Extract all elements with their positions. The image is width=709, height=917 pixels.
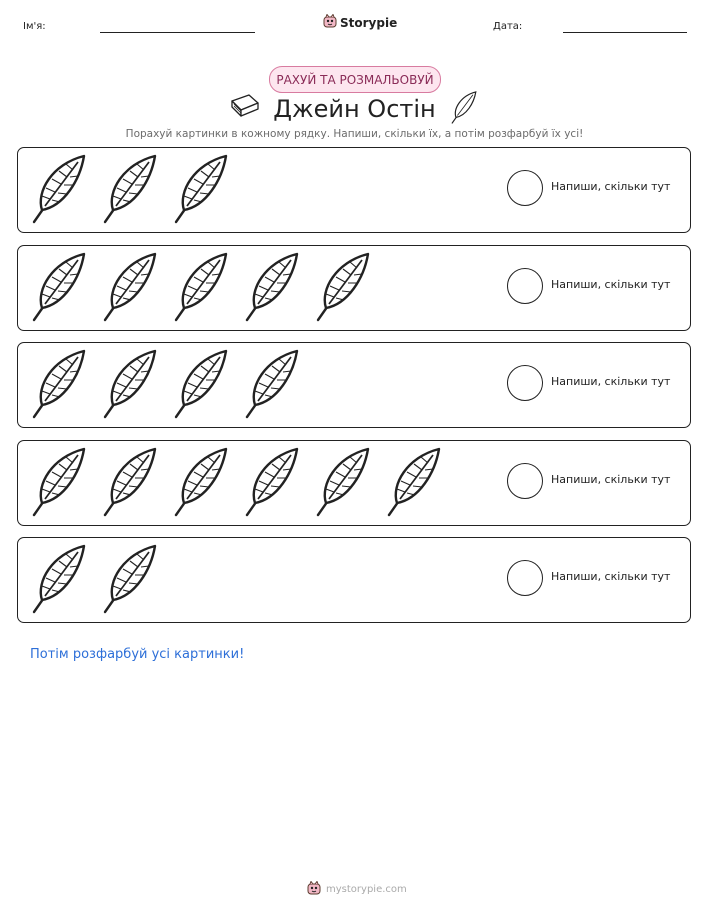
- date-input-line[interactable]: [563, 32, 687, 33]
- brand-name: Storypie: [340, 15, 398, 30]
- date-label: Дата:: [493, 21, 523, 32]
- answer-prompt: Напиши, скільки тут: [551, 278, 671, 291]
- counting-row: [17, 245, 691, 331]
- answer-prompt: Напиши, скільки тут: [551, 473, 671, 486]
- counting-row: [17, 342, 691, 428]
- answer-prompt: Напиши, скільки тут: [551, 570, 671, 583]
- answer-circle[interactable]: [507, 365, 543, 401]
- quill-feather-icon: [28, 250, 90, 322]
- answer-prompt: Напиши, скільки тут: [551, 375, 671, 388]
- answer-circle[interactable]: [507, 560, 543, 596]
- quill-feather-icon: [99, 542, 161, 614]
- title-row: [0, 91, 709, 127]
- page-title: Джейн Остін: [273, 95, 436, 123]
- quill-icon: [448, 90, 480, 128]
- quill-feather-icon: [170, 347, 232, 419]
- activity-badge: РАХУЙ ТА РОЗМАЛЬОВУЙ: [269, 66, 441, 93]
- quill-feather-icon: [28, 542, 90, 614]
- answer-circle[interactable]: [507, 170, 543, 206]
- quill-feather-icon: [170, 152, 232, 224]
- color-note: Потім розфарбуй усі картинки!: [30, 647, 245, 662]
- book-icon: [229, 92, 261, 126]
- quill-feather-icon: [312, 445, 374, 517]
- storypie-brand: [323, 13, 397, 32]
- storypie-logo-icon: [307, 880, 321, 899]
- worksheet-header: [0, 0, 709, 50]
- quill-feather-icon: [241, 445, 303, 517]
- quill-feather-icon: [99, 445, 161, 517]
- quill-feather-icon: [99, 152, 161, 224]
- quill-feather-icon: [99, 347, 161, 419]
- name-input-line[interactable]: [100, 32, 255, 33]
- quill-feather-icon: [170, 445, 232, 517]
- quill-feather-icon: [383, 445, 445, 517]
- counting-row: [17, 537, 691, 623]
- quill-feather-icon: [99, 250, 161, 322]
- counting-row: [17, 440, 691, 526]
- quill-feather-icon: [312, 250, 374, 322]
- footer-url: mystorypie.com: [326, 884, 407, 895]
- instructions: Порахуй картинки в кожному рядку. Напиши, скільки їх, а потім розфарбуй їх усі!: [125, 128, 584, 140]
- quill-feather-icon: [241, 347, 303, 419]
- name-label: Ім'я:: [23, 21, 46, 32]
- quill-feather-icon: [170, 250, 232, 322]
- answer-prompt: Напиши, скільки тут: [551, 180, 671, 193]
- quill-feather-icon: [28, 152, 90, 224]
- quill-feather-icon: [28, 445, 90, 517]
- footer-brand: [307, 880, 407, 899]
- answer-circle[interactable]: [507, 463, 543, 499]
- answer-circle[interactable]: [507, 268, 543, 304]
- storypie-logo-icon: [323, 13, 337, 32]
- quill-feather-icon: [28, 347, 90, 419]
- counting-row: [17, 147, 691, 233]
- quill-feather-icon: [241, 250, 303, 322]
